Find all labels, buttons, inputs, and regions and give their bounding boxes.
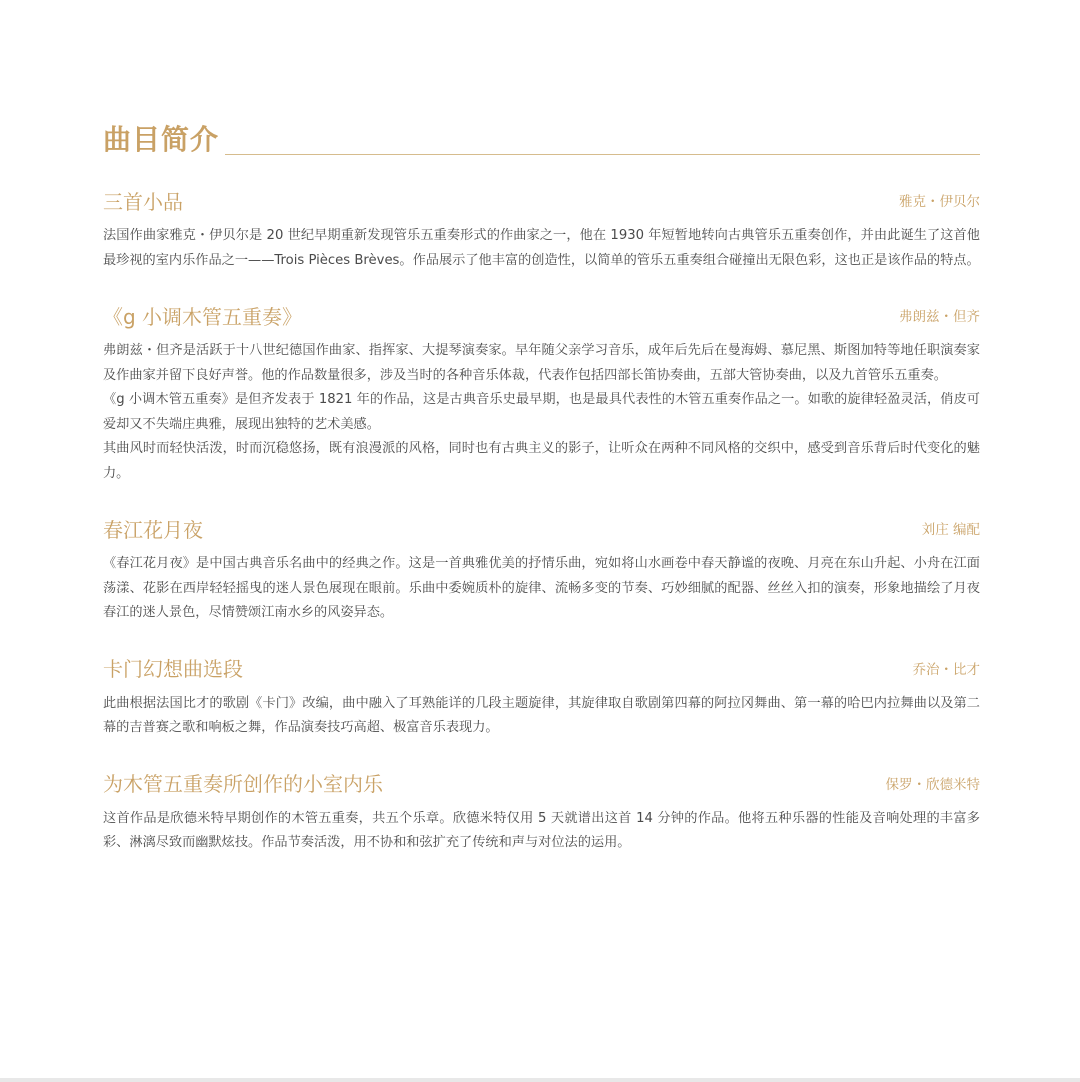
title-divider (225, 154, 980, 155)
piece-title: 三首小品 (103, 189, 183, 214)
description-paragraph: 这首作品是欣德米特早期创作的木管五重奏，共五个乐章。欣德米特仅用 5 天就谱出这首 14 分钟的作品。他将五种乐器的性能及音响处理的丰富多彩、淋漓尽致而幽默炫技。作品节奏活泼，用不协和和弦扩充了传统和声与对位法的运用。 (103, 810, 980, 850)
piece-header (103, 767, 980, 799)
piece-title: 为木管五重奏所创作的小室内乐 (103, 772, 383, 796)
piece-composer: 保罗・欣德米特 (885, 776, 980, 793)
program-notes (103, 120, 980, 856)
piece-header (103, 299, 980, 331)
description-paragraph: 弗朗兹・但齐是活跃于十八世纪德国作曲家、指挥家、大提琴演奏家。早年随父亲学习音乐，成年后先后在曼海姆、慕尼黑、斯图加特等地任职演奏家及作曲家并留下良好声誉。他的作品数量很多，涉及当时的各种音乐体裁，代表作包括四部长笛协奏曲，五部大管协奏曲，以及九首管乐五重奏。 (103, 343, 980, 383)
piece-ibert (103, 184, 980, 273)
description-paragraph: 《g 小调木管五重奏》是但齐发表于 1821 年的作品，这是古典音乐史最早期，也是最具代表性的木管五重奏作品之一。如歌的旋律轻盈灵活，俏皮可爱却又不失端庄典雅，展现出独特的艺术美感。 (103, 392, 980, 432)
piece-title: 《g 小调木管五重奏》 (103, 304, 303, 329)
description-paragraph: 《春江花月夜》是中国古典音乐名曲中的经典之作。这是一首典雅优美的抒情乐曲，宛如将山水画卷中春天静谧的夜晚、月亮在东山升起、小舟在江面荡漾、花影在西岸轻轻摇曳的迷人景色展现在眼前。乐曲中委婉质朴的旋律、流畅多变的节奏、巧妙细腻的配器、丝丝入扣的演奏，形象地描绘了月夜春江的迷人景色，尽情赞颂江南水乡的风姿异态。 (103, 556, 980, 620)
description-paragraph: 其曲风时而轻快活泼，时而沉稳悠扬，既有浪漫派的风格，同时也有古典主义的影子，让听众在两种不同风格的交织中，感受到音乐背后时代变化的魅力。 (103, 441, 980, 481)
piece-header (103, 652, 980, 684)
description-paragraph: 此曲根据法国比才的歌剧《卡门》改编，曲中融入了耳熟能详的几段主题旋律，其旋律取自歌剧第四幕的阿拉冈舞曲、第一幕的哈巴内拉舞曲以及第二幕的吉普赛之歌和响板之舞，作品演奏技巧高超、极富音乐表现力。 (103, 695, 980, 735)
bottom-edge (0, 1078, 1080, 1082)
piece-description (103, 692, 980, 741)
piece-description (103, 339, 980, 486)
piece-composer: 弗朗兹・但齐 (899, 309, 980, 325)
piece-header (103, 512, 980, 544)
piece-composer: 刘庄 编配 (921, 522, 980, 538)
piece-description (103, 807, 980, 856)
piece-chunjiang (103, 512, 980, 626)
piece-hindemith (103, 767, 980, 856)
piece-composer: 乔治・比才 (912, 661, 980, 678)
piece-composer: 雅克・伊贝尔 (899, 194, 980, 210)
piece-description (103, 224, 980, 273)
piece-title: 春江花月夜 (103, 517, 203, 542)
piece-description (103, 552, 980, 626)
section-header (103, 120, 980, 160)
description-paragraph: 法国作曲家雅克・伊贝尔是 20 世纪早期重新发现管乐五重奏形式的作曲家之一，他在 1930 年短暂地转向古典管乐五重奏创作，并由此诞生了这首他最珍视的室内乐作品之一——Trois Pièces Brèves。作品展示了他丰富的创造性，以简单的管乐五重奏组合碰撞出无限色彩，这也正是该作品的特点。 (103, 228, 980, 268)
piece-danzi (103, 299, 980, 486)
piece-carmen (103, 652, 980, 741)
piece-title: 卡门幻想曲选段 (103, 657, 243, 681)
piece-header (103, 184, 980, 216)
page-title: 曲目简介 (103, 123, 220, 156)
